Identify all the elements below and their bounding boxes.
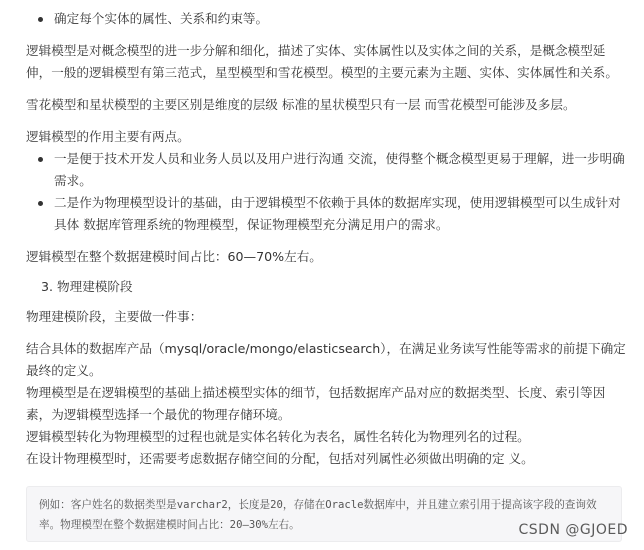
list-item: 二是作为物理模型设计的基础，由于逻辑模型不依赖于具体的数据库实现，使用逻辑模型可以生成针对具体 数据库管理系统的物理模型，保证物理模型充分满足用户的需求。 — [26, 192, 626, 236]
section-heading — [26, 276, 626, 298]
physical-line: 在设计物理模型时，还需要考虑数据存储空间的分配，包括对列属性必须做出明确的定 义。 — [26, 451, 534, 466]
example-code-block: 例如：客户姓名的数据类型是varchar2，长度是20，存储在Oracle数据库中，并且建立索引用于提高该字段的查询效率。物理模型在整个数据建模时间占比：20—30%左右。 — [26, 486, 622, 542]
physical-intro-paragraph: 物理建模阶段，主要做一件事： — [26, 309, 203, 324]
physical-details — [26, 338, 626, 470]
logical-model-paragraph: 逻辑模型是对概念模型的进一步分解和细化，描述了实体、实体属性以及实体之间的关系，是概念模型延伸，一般的逻辑模型有第三范式，星型模型和雪花模型。模型的主要元素为主题、实体、实体属性和关系。 — [26, 43, 618, 80]
physical-line: 逻辑模型转化为物理模型的过程也就是实体名转化为表名，属性名转化为物理列名的过程。 — [26, 429, 530, 444]
physical-line: 物理模型是在逻辑模型的基础上描述模型实体的细节，包括数据库产品对应的数据类型、长度、索引等因素，为逻辑模型选择一个最优的物理存储环境。 — [26, 385, 606, 422]
section-number: 3. — [41, 279, 54, 294]
purpose-bullet-list — [26, 148, 626, 236]
csdn-watermark: CSDN @GJOED — [518, 522, 628, 538]
snowflake-star-paragraph: 雪花模型和星状模型的主要区别是维度的层级 标准的星状模型只有一层 而雪花模型可能涉及多层。 — [26, 97, 576, 112]
logical-time-ratio: 逻辑模型在整个数据建模时间占比：60—70%左右。 — [26, 249, 322, 264]
section-title: 物理建模阶段 — [57, 279, 133, 294]
attribute-bullet-list — [26, 8, 626, 30]
purpose-intro-paragraph: 逻辑模型的作用主要有两点。 — [26, 129, 190, 144]
list-item: 确定每个实体的属性、关系和约束等。 — [26, 8, 626, 30]
physical-line: 结合具体的数据库产品（mysql/oracle/mongo/elasticsearch），在满足业务读写性能等需求的前提下确定最终的定义。 — [26, 341, 626, 378]
list-item: 一是便于技术开发人员和业务人员以及用户进行沟通 交流，使得整个概念模型更易于理解，进一步明确需求。 — [26, 148, 626, 192]
article-body — [26, 0, 626, 542]
